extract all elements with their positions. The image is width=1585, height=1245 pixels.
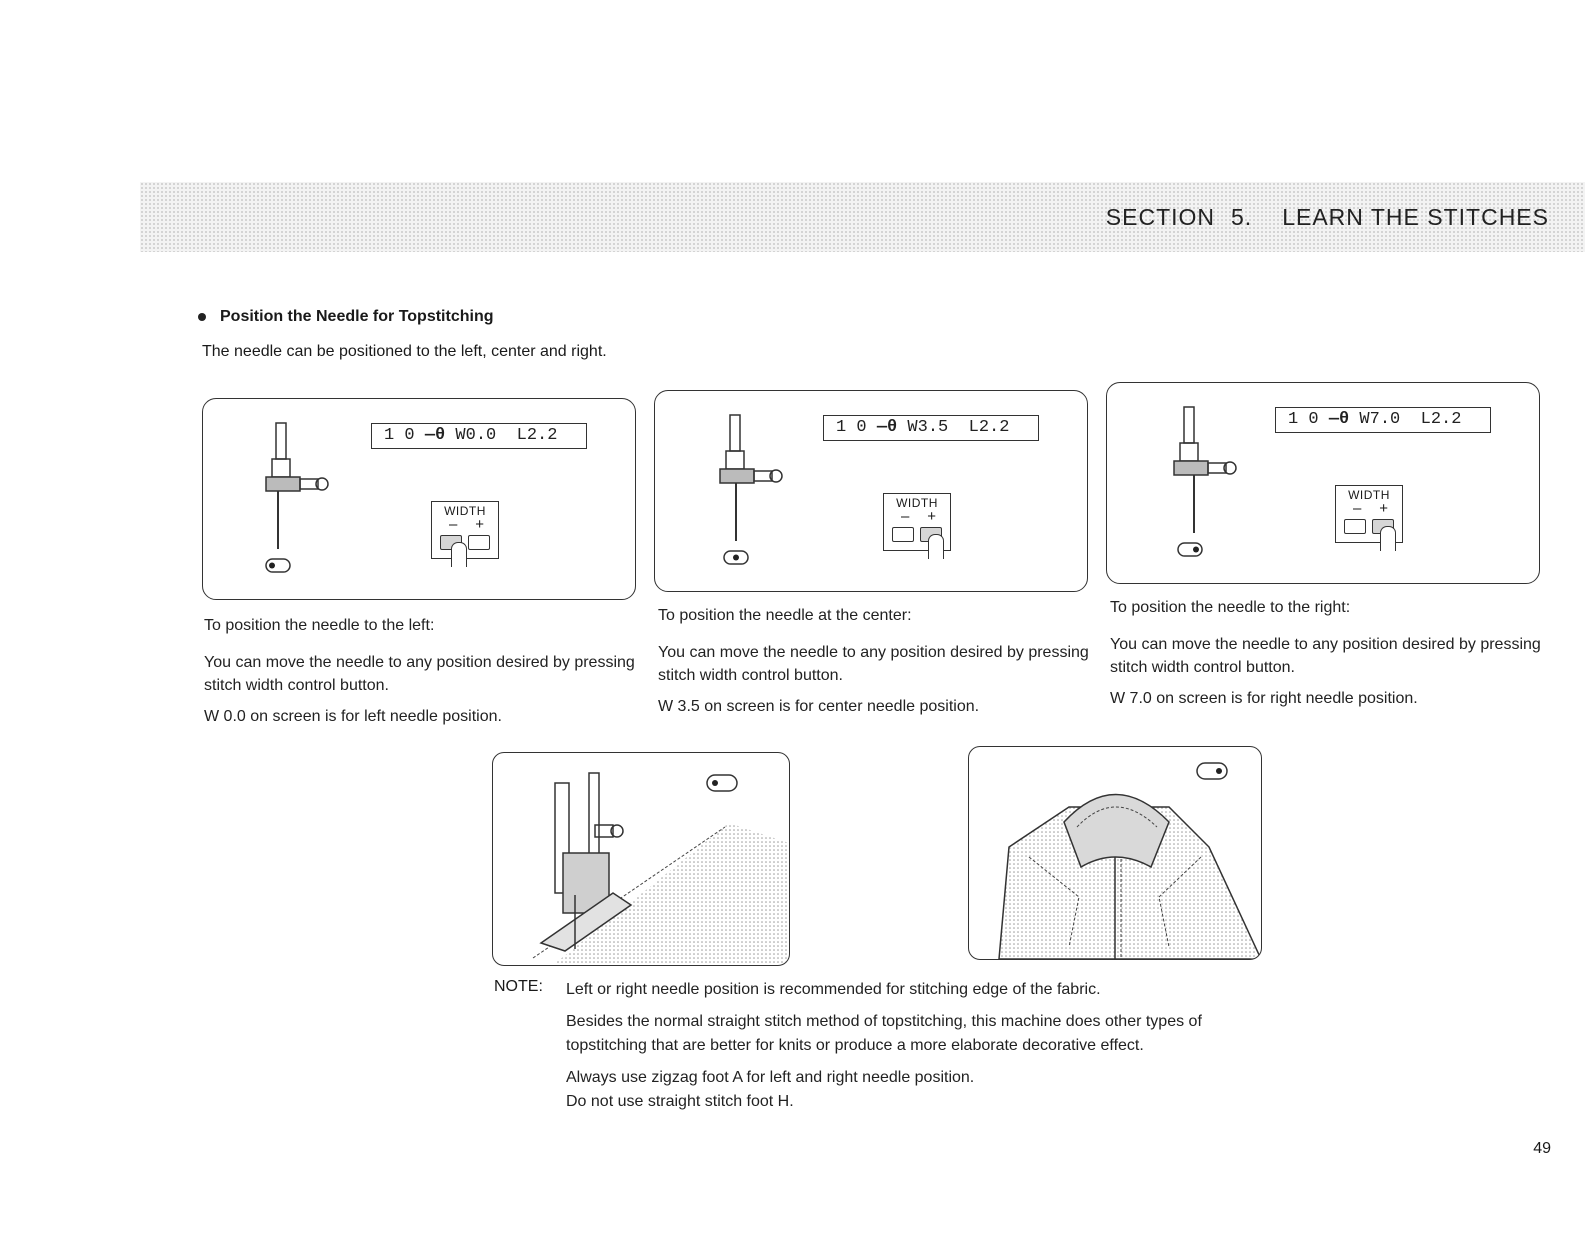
caption-left-screen: W 0.0 on screen is for left needle position. [204, 708, 502, 725]
section-number: 5. [1231, 204, 1253, 230]
finger-press-icon [928, 534, 944, 559]
bullet-icon [198, 313, 206, 321]
topstitched-jacket-illustration [968, 746, 1262, 960]
plus-sign: + [475, 516, 484, 533]
finger-press-icon [1380, 526, 1396, 551]
note-label: NOTE: [494, 978, 543, 995]
caption-center [658, 604, 1098, 726]
width-label: WIDTH [444, 504, 486, 518]
caption-right [1110, 596, 1550, 718]
caption-center-screen: W 3.5 on screen is for center needle position. [658, 698, 980, 715]
page-number: 49 [1533, 1140, 1551, 1157]
panel-left-needle [202, 398, 636, 600]
width-plus-button[interactable] [468, 535, 490, 550]
presser-foot-stitching-icon [493, 753, 789, 965]
lcd-width-value: W7.0 [1359, 410, 1401, 429]
section-label: SECTION [1105, 204, 1216, 230]
section-title [1106, 204, 1549, 231]
presser-foot-illustration [492, 752, 790, 966]
width-minus-button[interactable] [892, 527, 914, 542]
minus-sign: – [449, 516, 458, 533]
note-line-2: Besides the normal straight stitch method of topstitching, this machine does other types of topstitching that are better for knits or produce a more elaborate decorative effect. [566, 1013, 1202, 1054]
plus-sign: + [927, 508, 936, 525]
lcd-needle-glyph: —θ [1328, 410, 1350, 429]
lcd-width-value: W0.0 [455, 426, 497, 445]
needle-right-icon [1162, 403, 1242, 563]
needle-left-icon [258, 419, 338, 579]
caption-left-title: To position the needle to the left: [204, 617, 435, 634]
caption-right-screen: W 7.0 on screen is for right needle position. [1110, 690, 1418, 707]
plus-sign: + [1379, 500, 1388, 517]
minus-sign: – [901, 508, 910, 525]
width-control [431, 501, 499, 559]
caption-center-body: You can move the needle to any position desired by pressing stitch width control button. [658, 644, 1089, 684]
needle-center-icon [710, 411, 790, 571]
intro-paragraph: The needle can be positioned to the left, center and right. [202, 343, 607, 360]
finger-press-icon [451, 542, 467, 567]
jacket-topstitching-icon [969, 747, 1261, 959]
caption-left-body: You can move the needle to any position desired by pressing stitch width control button. [204, 654, 635, 694]
caption-right-title: To position the needle to the right: [1110, 599, 1351, 616]
panel-right-needle [1106, 382, 1540, 584]
lcd-length-value: L2.2 [516, 426, 558, 445]
section-header-band [140, 182, 1585, 252]
lcd-length-value: L2.2 [968, 418, 1010, 437]
lcd-width-value: W3.5 [907, 418, 949, 437]
topic-heading [198, 308, 493, 326]
lcd-pattern: 1 0 [384, 426, 415, 445]
lcd-display [1275, 407, 1491, 433]
lcd-needle-glyph: —θ [876, 418, 898, 437]
note-line-4: Do not use straight stitch foot H. [566, 1093, 794, 1110]
lcd-length-value: L2.2 [1420, 410, 1462, 429]
topic-heading-text: Position the Needle for Topstitching [220, 308, 494, 325]
width-control [883, 493, 951, 551]
minus-sign: – [1353, 500, 1362, 517]
note-line-1: Left or right needle position is recommended for stitching edge of the fabric. [566, 981, 1101, 998]
panel-center-needle [654, 390, 1088, 592]
width-label: WIDTH [896, 496, 938, 510]
width-control [1335, 485, 1403, 543]
width-minus-button[interactable] [1344, 519, 1366, 534]
lcd-needle-glyph: —θ [424, 426, 446, 445]
section-name: LEARN THE STITCHES [1282, 204, 1549, 230]
width-label: WIDTH [1348, 488, 1390, 502]
lcd-pattern: 1 0 [836, 418, 867, 437]
lcd-pattern: 1 0 [1288, 410, 1319, 429]
caption-right-body: You can move the needle to any position desired by pressing stitch width control button. [1110, 636, 1541, 676]
caption-left [204, 614, 644, 736]
note-line-3: Always use zigzag foot A for left and right needle position. [566, 1069, 975, 1086]
note-body [566, 978, 1266, 1114]
lcd-display [371, 423, 587, 449]
caption-center-title: To position the needle at the center: [658, 607, 912, 624]
lcd-display [823, 415, 1039, 441]
